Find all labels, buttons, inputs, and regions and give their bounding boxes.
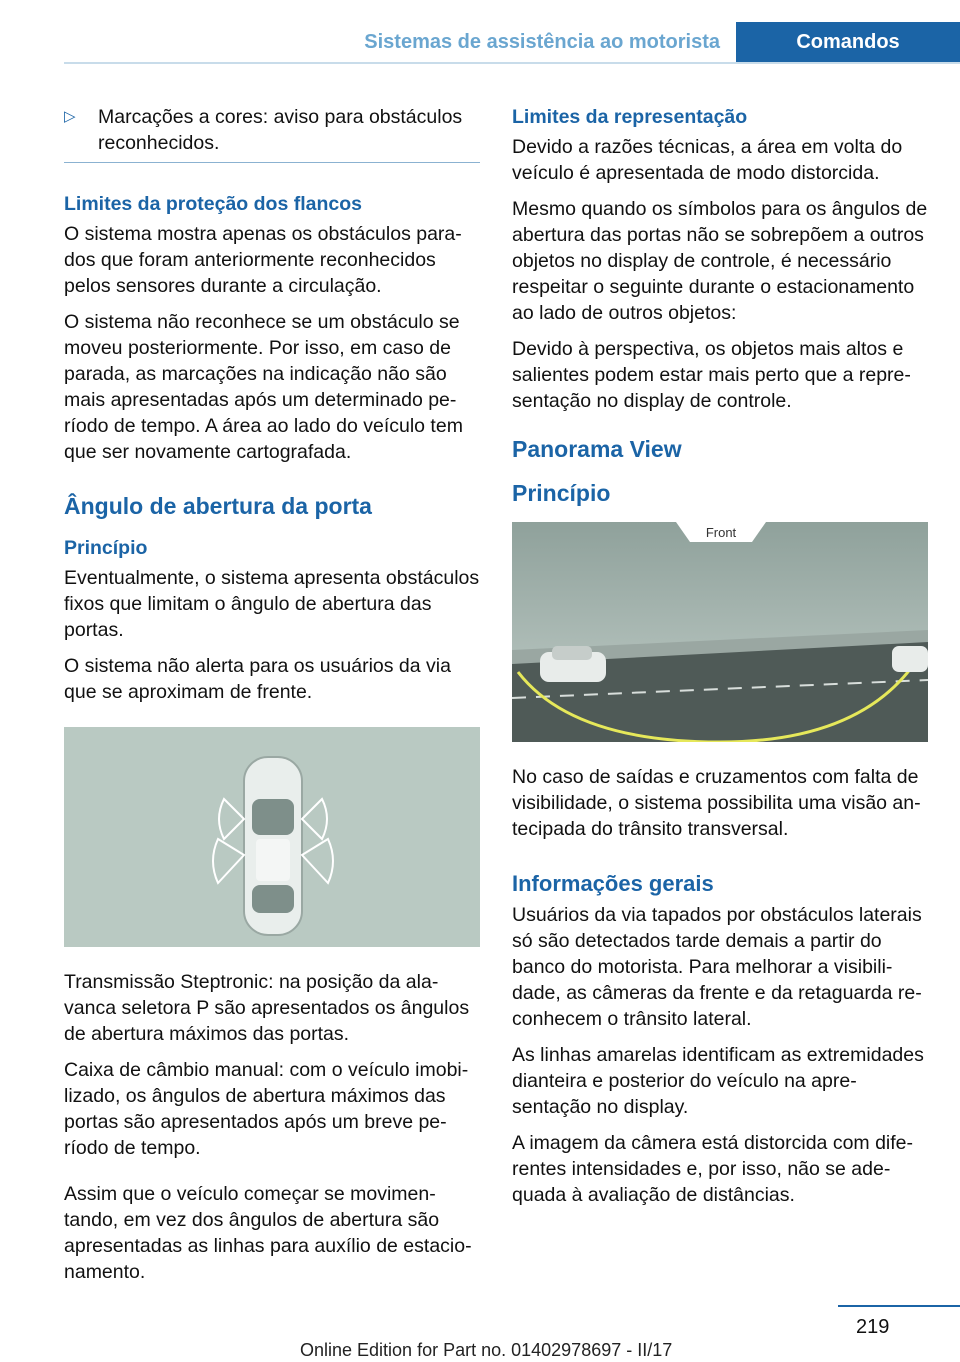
moving-paragraph: Assim que o veículo começar se movimentando, em vez dos ângulos de abertura são apresentadas as linhas para auxílio de estacionamento. bbox=[64, 1183, 472, 1283]
principle-paragraph-1: Eventualmente, o sistema apresenta obstáculos fixos que limitam o ângulo de abertura das portas. bbox=[64, 567, 480, 641]
steptronic-paragraph: Transmissão Steptronic: na posição da alavanca seletora P são apresentados os ângulos de abertura máximos das portas. bbox=[64, 971, 470, 1045]
header-rule bbox=[64, 62, 960, 64]
bullet-item bbox=[64, 104, 480, 156]
panorama-view-figure bbox=[512, 522, 928, 742]
principle-heading: Princípio bbox=[64, 537, 148, 559]
panorama-principle-heading: Princípio bbox=[512, 480, 611, 506]
limits-representation-paragraph-2: Mesmo quando os símbolos para os ângulos de abertura das portas não se sobrepõem a outros objetos no display de controle, é necessário respeitar o seguinte durante o estacionamento ao lado de outros objetos: bbox=[512, 198, 928, 324]
panorama-paragraph: No caso de saídas e cruzamentos com falta de visibilidade, o sistema possibilita uma visão antecipada do trânsito transversal. bbox=[512, 766, 921, 840]
general-info-paragraph-2: As linhas amarelas identificam as extremidades dianteira e posterior do veículo na apresentação no display. bbox=[512, 1044, 924, 1118]
car-top-view-icon bbox=[244, 757, 302, 935]
limits-representation-paragraph-1: Devido a razões técnicas, a área em volta do veículo é apresentada de modo distorcida. bbox=[512, 136, 903, 184]
principle-paragraph-2: O sistema não alerta para os usuários da via que se aproximam de frente. bbox=[64, 655, 451, 703]
door-angle-figure bbox=[64, 727, 480, 947]
page-header bbox=[64, 22, 960, 62]
general-info-paragraph-1: Usuários da via tapados por obstáculos laterais só são detectados tarde demais a partir do banco do motorista. Para melhorar a visibilidade, as câmeras da frente e da retaguarda reconhecem o trânsito lateral. bbox=[512, 904, 922, 1030]
general-info-paragraph-3: A imagem da câmera está distorcida com diferentes intensidades e, por isso, não se adequada à avaliação de distâncias. bbox=[512, 1132, 914, 1206]
limits-flank-paragraph-1: O sistema mostra apenas os obstáculos parados que foram anteriormente reconhecidos pelos sensores durante a circulação. bbox=[64, 223, 462, 297]
left-column bbox=[64, 104, 480, 1295]
general-info-heading: Informações gerais bbox=[512, 871, 714, 896]
door-angle-heading: Ângulo de abertura da porta bbox=[64, 493, 372, 519]
limits-flank-heading: Limites da proteção dos flancos bbox=[64, 193, 362, 215]
footer-rule bbox=[838, 1305, 960, 1307]
limits-flank-paragraph-2: O sistema não reconhece se um obstáculo se moveu posteriormente. Por isso, em caso de parada, as marcações na indicação não são mais apresentadas após um determinado período de tempo. A área ao lado do veículo tem que ser novamente cartografada. bbox=[64, 311, 463, 463]
camera-front-label: Front bbox=[705, 525, 737, 540]
limits-representation-paragraph-3: Devido à perspectiva, os objetos mais altos e salientes podem estar mais perto que a representação no display de controle. bbox=[512, 338, 911, 412]
panorama-view-heading: Panorama View bbox=[512, 436, 682, 462]
bullet-text: Marcações a cores: aviso para obstáculos reconhecidos. bbox=[98, 106, 463, 154]
header-chapter-tab: Comandos bbox=[736, 22, 960, 62]
edition-text: Online Edition for Part no. 01402978697 - II/17 bbox=[300, 1340, 673, 1360]
triangle-bullet-icon: ▷ bbox=[64, 108, 76, 125]
car-icon bbox=[892, 646, 928, 672]
page-number: 219 bbox=[856, 1316, 890, 1338]
right-column bbox=[512, 104, 928, 1218]
manual-gearbox-paragraph: Caixa de câmbio manual: com o veículo imobilizado, os ângulos de abertura máximos das portas são apresentados após um breve período de tempo. bbox=[64, 1059, 469, 1159]
header-section-title: Sistemas de assistência ao motorista bbox=[364, 31, 720, 53]
limits-representation-heading: Limites da representação bbox=[512, 106, 748, 128]
